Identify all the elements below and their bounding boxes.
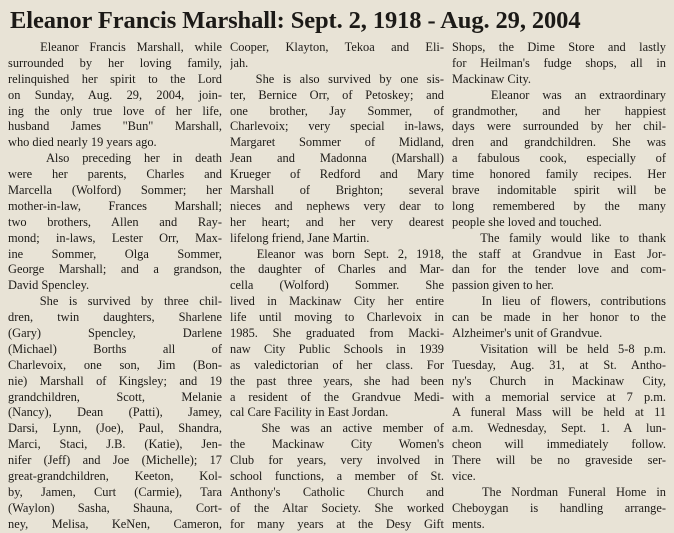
text-line: In lieu of flowers, contributions (452, 294, 666, 309)
text-line: surrounded by her loving family, (8, 55, 222, 70)
text-line: George Marshall; and a grandson, (8, 262, 222, 277)
text-line: ney, Melisa, KeNen, Cameron, (8, 516, 222, 531)
text-line: great-grandchildren, Keeton, Kol- (8, 469, 222, 484)
text-line: Charlevoix; very special in-laws, (230, 119, 444, 134)
text-line: Marcella (Wolford) Sommer; her (8, 183, 222, 198)
text-line: Anthony's Catholic Church and (230, 484, 444, 499)
text-line: grandmother, and her happiest (452, 103, 666, 118)
text-line: relinquished her spirit to the Lord (8, 71, 222, 86)
text-line: the staff at Grandvue in East Jor- (452, 246, 666, 261)
article-column-1 (8, 40, 222, 533)
text-line: ing the only true love of her life, (8, 103, 222, 118)
text-line: can be made in her honor to the (452, 310, 666, 325)
text-line: Shops, the Dime Store and lastly (452, 40, 666, 54)
text-line: who died nearly 19 years ago. (8, 135, 157, 150)
text-line: the daughter of Charles and Mar- (230, 262, 444, 277)
text-line: by, Jamen, Curt (Carmie), Tara (8, 484, 222, 499)
text-line: ny's Church in Mackinaw City, (452, 373, 666, 388)
text-line: There will be no graveside ser- (452, 453, 666, 468)
text-line: Krueger of Redford and Mary (230, 167, 444, 182)
text-line: cella (Wolford) Sommer. She (230, 278, 444, 293)
text-line: one brother, Jay Sommer, of (230, 103, 444, 118)
text-line: dren, twin daughters, Sharlene (8, 310, 222, 325)
text-line: Eleanor was born Sept. 2, 1918, (230, 246, 444, 261)
text-line: time honored family recipes. Her (452, 167, 666, 182)
text-line: two brothers, Allen and Ray- (8, 214, 222, 229)
text-line: Jean and Madonna (Marshall) (230, 151, 444, 166)
text-line: Mackinaw City. (452, 71, 532, 86)
text-line: The Nordman Funeral Home in (452, 484, 666, 499)
text-line: nifer (Jeff) and Joe (Michelle); 17 (8, 453, 222, 468)
text-line: (Nancy), Dean (Patti), Jamey, (8, 405, 222, 420)
text-line: vice. (452, 469, 476, 484)
text-line: Cooper, Klayton, Tekoa and Eli- (230, 40, 444, 54)
text-line: a.m. Wednesday, Sept. 1. A lun- (452, 421, 666, 436)
text-line: a fabulous cook, especially of (452, 151, 666, 166)
text-line: days were surrounded by her chil- (452, 119, 666, 134)
text-line: (Waylon) Sasha, Shauna, Cort- (8, 500, 222, 515)
text-line: (Michael) Borths all of (8, 341, 222, 356)
text-line: were her parents, Charles and (8, 167, 222, 182)
text-line: Alzheimer's unit of Grandvue. (452, 326, 603, 341)
text-line: mond; in-laws, Lester Orr, Max- (8, 230, 222, 245)
text-line: brave indomitable spirit will be (452, 183, 666, 198)
article-column-3 (452, 40, 666, 533)
text-line: Tuesday, Aug. 31, at St. Antho- (452, 357, 666, 372)
text-line: grandchildren, Scott, Melanie (8, 389, 222, 404)
text-line: her heart; and her very dearest (230, 214, 444, 229)
text-line: a resident of the Grandvue Medi- (230, 389, 444, 404)
text-line: Also preceding her in death (8, 151, 222, 166)
text-line: as valedictorian of her class. For (230, 357, 444, 372)
text-line: ter, Bernice Orr, of Petoskey; and (230, 87, 444, 102)
text-line: lifelong friend, Jane Martin. (230, 230, 370, 245)
text-line: 1985. She graduated from Macki- (230, 326, 444, 341)
text-line: Margaret Sommer of Midland, (230, 135, 444, 150)
text-line: She is also survived by one sis- (230, 71, 444, 86)
text-line: cal Care Facility in East Jordan. (230, 405, 389, 420)
text-line: life until moving to Charlevoix in (230, 310, 444, 325)
text-line: dan for the tender love and com- (452, 262, 666, 277)
obituary-headline: Eleanor Francis Marshall: Sept. 2, 1918 - Aug. 29, 2004 (10, 7, 581, 34)
text-line: She is survived by three chil- (8, 294, 222, 309)
text-line: nieces and nephews very dear to (230, 198, 444, 213)
text-line: dren and grandchildren. She was (452, 135, 666, 150)
text-line: The family would like to thank (452, 230, 666, 245)
text-line: A funeral Mass will be held at 11 (452, 405, 666, 420)
text-line: David Spencley. (8, 278, 90, 293)
text-line: Charlevoix, one son, Jim (Bon- (8, 357, 222, 372)
article-column-2 (230, 40, 444, 533)
text-line: ments. (452, 516, 485, 531)
text-line: Darsi, Lynn, (Joe), Paul, Shandra, (8, 421, 222, 436)
text-line: school functions, a member of St. (230, 469, 444, 484)
text-line: (Gary) Spencley, Darlene (8, 326, 222, 341)
text-line: for many years at the Desy Gift (230, 516, 444, 531)
text-line: mother-in-law, Frances Marshall; (8, 198, 222, 213)
text-line: people she loved and touched. (452, 214, 602, 229)
text-line: jah. (230, 55, 249, 70)
article-columns (8, 40, 666, 533)
text-line: Marci, Staci, J.B. (Katie), Jen- (8, 437, 222, 452)
text-line: long remembered by the many (452, 198, 666, 213)
text-line: on Sunday, Aug. 29, 2004, join- (8, 87, 222, 102)
text-line: Eleanor was an extraordinary (452, 87, 666, 102)
text-line: Eleanor Francis Marshall, while (8, 40, 222, 54)
text-line: Cheboygan is handling arrange- (452, 500, 666, 515)
text-line: ine Sommer, Olga Sommer, (8, 246, 222, 261)
text-line: naw City Public Schools in 1939 (230, 341, 444, 356)
text-line: passion given to her. (452, 278, 554, 293)
text-line: for Heilman's fudge shops, all in (452, 55, 666, 70)
text-line: with a memorial service at 7 p.m. (452, 389, 666, 404)
text-line: of the Altar Society. She worked (230, 500, 444, 515)
text-line: cheon will immediately follow. (452, 437, 666, 452)
text-line: Club for years, very involved in (230, 453, 444, 468)
text-line: husband James "Bun" Marshall, (8, 119, 222, 134)
text-line: nie) Marshall of Kingsley; and 19 (8, 373, 222, 388)
text-line: the past three years, she had been (230, 373, 444, 388)
text-line: Marshall of Brighton; several (230, 183, 444, 198)
text-line: the Mackinaw City Women's (230, 437, 444, 452)
text-line: lived in Mackinaw City her entire (230, 294, 444, 309)
text-line: She was an active member of (230, 421, 444, 436)
text-line: Visitation will be held 5-8 p.m. (452, 341, 666, 356)
